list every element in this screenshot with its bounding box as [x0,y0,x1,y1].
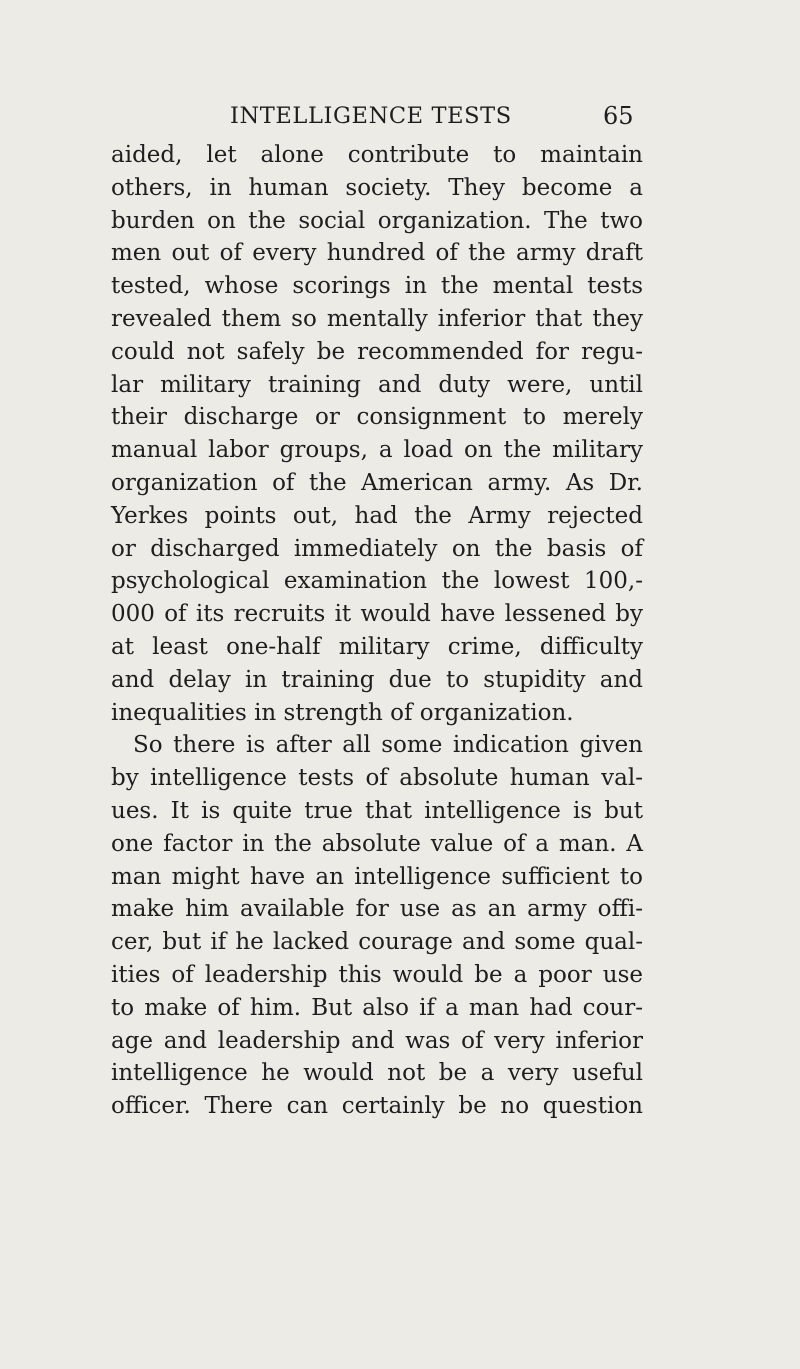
text-line: burden on the social organization. The two [111,207,643,234]
text-line: make him available for use as an army offi- [111,896,643,923]
text-line: tested, whose scorings in the mental tests [111,273,643,300]
text-line: intelligence he would not be a very useful [111,1060,643,1087]
text-line: age and leadership and was of very inferior [111,1027,643,1054]
text-line: by intelligence tests of absolute human val- [111,765,643,792]
page-number: 65 [603,102,634,130]
page-header [0,96,800,136]
text-line: to make of him. But also if a man had cour- [111,994,643,1021]
text-line: and delay in training due to stupidity and [111,666,643,693]
text-line: aided, let alone contribute to maintain [111,142,643,168]
text-line: cer, but if he lacked courage and some qual- [111,929,643,956]
text-line: organization of the American army. As Dr. [111,469,643,496]
text-line: psychological examination the lowest 100,- [111,568,643,595]
text-line: inequalities in strength of organization. [111,699,574,726]
text-line: men out of every hundred of the army draft [111,240,643,267]
text-line: lar military training and duty were, until [111,371,643,398]
text-line: ities of leadership this would be a poor use [111,961,643,988]
text-line: one factor in the absolute value of a man. A [111,830,643,857]
text-line: ues. It is quite true that intelligence is but [111,797,643,824]
text-line: could not safely be recommended for regu- [111,338,643,365]
running-head: INTELLIGENCE TESTS [230,103,512,129]
text-line: 000 of its recruits it would have lessened by [111,601,643,628]
text-line: revealed them so mentally inferior that they [111,305,643,332]
text-line: or discharged immediately on the basis of [111,535,643,562]
text-line: at least one-half military crime, difficulty [111,633,643,660]
text-line: their discharge or consignment to merely [111,404,643,431]
text-line: manual labor groups, a load on the military [111,437,643,464]
text-line: others, in human society. They become a [111,174,643,201]
text-line: officer. There can certainly be no question [111,1093,643,1120]
text-line: Yerkes points out, had the Army rejected [111,502,643,529]
body-text [111,139,643,1123]
text-line: man might have an intelligence sufficient to [111,863,643,890]
text-line: So there is after all some indication given [133,732,643,759]
